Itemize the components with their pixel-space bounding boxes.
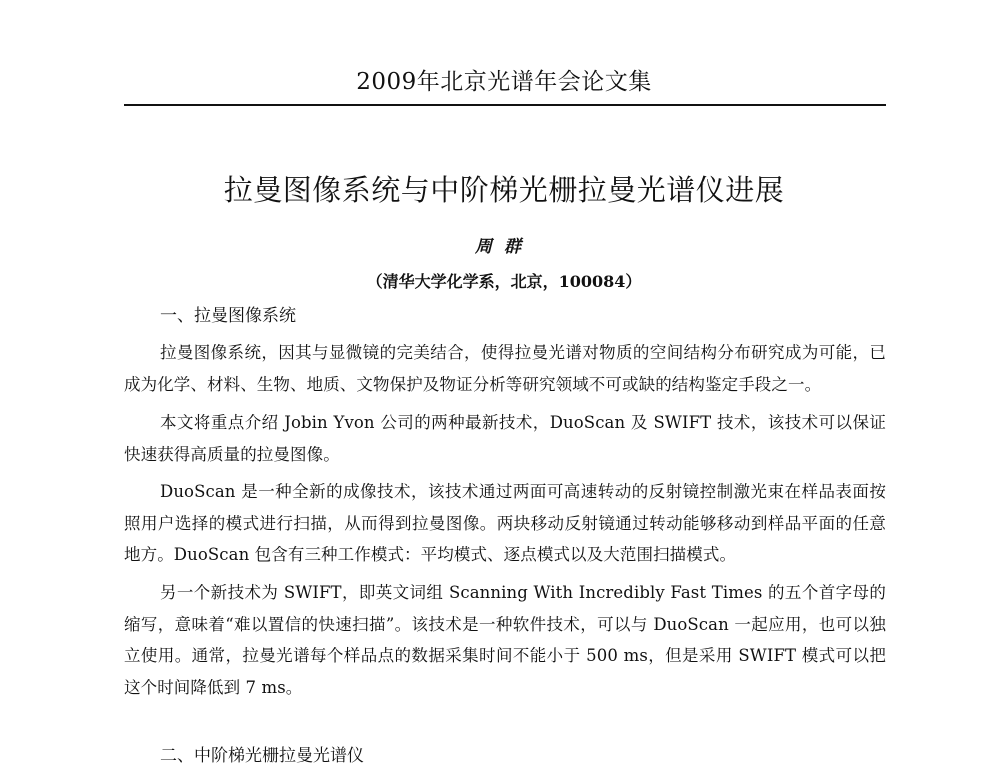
paper-title: 拉曼图像系统与中阶梯光栅拉曼光谱仪进展 xyxy=(223,173,785,207)
running-header: 2009年北京光谱年会论文集 xyxy=(356,69,652,95)
paragraph-1: 拉曼图像系统，因其与显微镜的完美结合，使得拉曼光谱对物质的空间结构分布研究成为可能，已成为化学、材料、生物、地质、文物保护及物证分析等研究领域不可或缺的结构鉴定手段之一。 xyxy=(124,343,886,394)
section-heading-2: 二、中阶梯光栅拉曼光谱仪 xyxy=(160,746,364,766)
paragraph-2: 本文将重点介绍 Jobin Yvon 公司的两种最新技术，DuoScan 及 SWIFT 技术，该技术可以保证快速获得高质量的拉曼图像。 xyxy=(124,413,886,464)
author-name: 周群 xyxy=(475,237,533,257)
section-heading-1: 一、拉曼图像系统 xyxy=(160,306,296,326)
header-rule xyxy=(124,104,886,106)
author-affiliation: （清华大学化学系，北京，100084） xyxy=(366,272,642,291)
paragraph-3: DuoScan 是一种全新的成像技术，该技术通过两面可高速转动的反射镜控制激光束在样品表面按照用户选择的模式进行扫描，从而得到拉曼图像。两块移动反射镜通过转动能够移动到样品平面的任意地方。DuoScan 包含有三种工作模式：平均模式、逐点模式以及大范围扫描模式。 xyxy=(124,482,886,564)
paragraph-4: 另一个新技术为 SWIFT，即英文词组 Scanning With Incredibly Fast Times 的五个首字母的缩写，意味着“难以置信的快速扫描”。该技术是一种软件技术，可以与 DuoScan 一起应用，也可以独立使用。通常，拉曼光谱每个样品点的数据采集时间不能小于 500 ms，但是采用 SWIFT 模式可以把这个时间降低到 7 ms。 xyxy=(124,583,886,697)
